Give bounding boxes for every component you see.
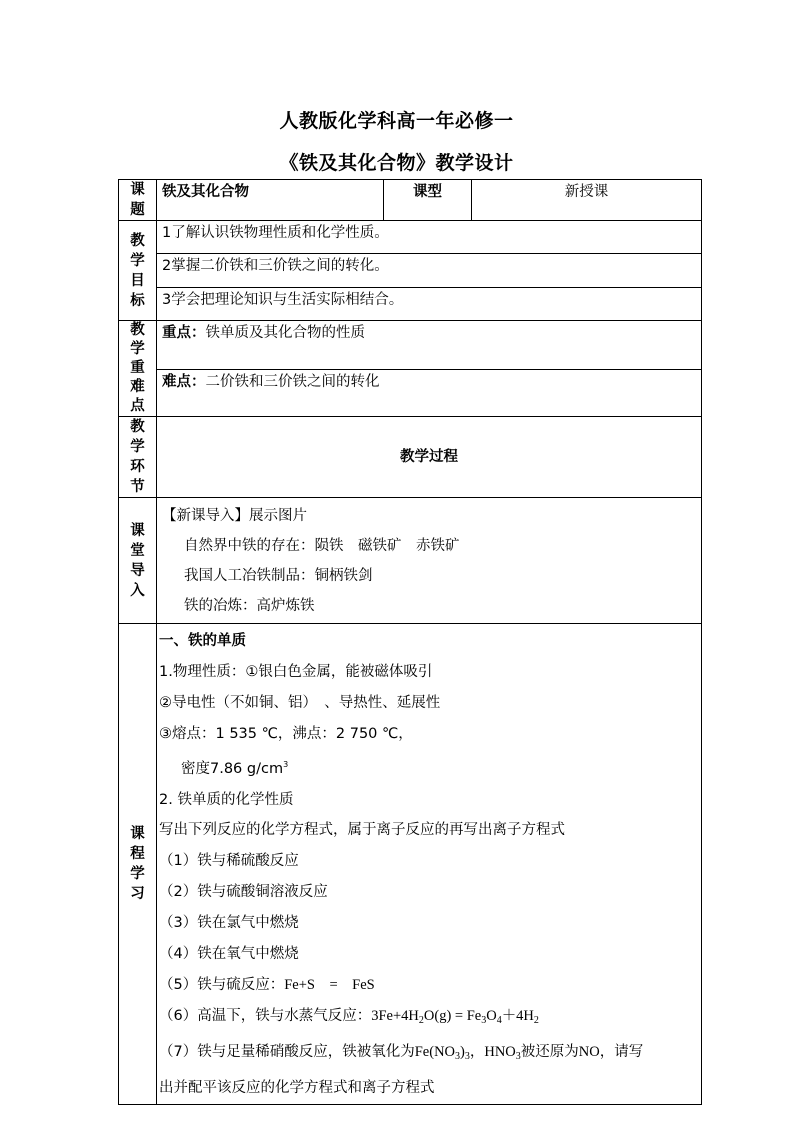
objectives-label-line2: 目标: [130, 272, 145, 309]
physical-property-line: ②导电性（不如铜、铝） 、导热性、延展性: [159, 694, 441, 711]
difficulty-row: [119, 369, 702, 416]
question-item: （4）铁在氧气中燃烧: [159, 946, 299, 963]
objective-row: [119, 288, 702, 321]
intro-row: [119, 498, 702, 624]
intro-line: 【新课导入】展示图片: [162, 508, 307, 524]
question-text: ，: [469, 1043, 485, 1060]
objective-item: 2掌握二价铁和三价铁之间的转化。: [157, 254, 702, 288]
intro-line: 铁的冶炼：高炉炼铁: [184, 598, 315, 614]
study-label-line2: 学习: [130, 865, 145, 902]
question-text: （7）铁与足量稀硝酸反应，铁被氧化为: [159, 1043, 415, 1060]
formula: HNO: [484, 1043, 516, 1060]
eq-subscript: 2: [418, 1014, 424, 1026]
process-heading: 教学过程: [157, 417, 702, 498]
lesson-plan-table: [118, 179, 702, 1105]
eq-part: ＋4H: [501, 1007, 534, 1024]
key-point-text: 铁单质及其化合物的性质: [205, 325, 365, 341]
difficulty-text: 二价铁和三价铁之间的转化: [205, 373, 380, 390]
question-item: （3）铁在氯气中燃烧: [159, 915, 299, 932]
key-point-row: [119, 321, 702, 370]
topic-row: [119, 180, 702, 221]
intro-label-line2: 导入: [130, 562, 145, 599]
difficulty-cell: [157, 369, 702, 416]
density-line: [159, 750, 699, 785]
question-text: （5）铁与硫反应：: [159, 976, 285, 993]
equation: Fe+S = FeS: [284, 976, 375, 993]
question-item: [159, 970, 699, 1001]
instruction-line: 写出下列反应的化学方程式，属于离子反应的再写出离子方程式: [159, 822, 565, 839]
stage-label: [119, 417, 157, 498]
eq-part: O(g) = Fe: [423, 1007, 482, 1024]
stage-label-line2: 环节: [130, 459, 145, 495]
eq-part: 3Fe+4H: [371, 1007, 419, 1024]
intro-label-line1: 课堂: [130, 522, 145, 559]
key-point-label: 重点：: [162, 325, 206, 341]
lesson-type-label: 课型: [384, 180, 472, 221]
intro-content: [157, 498, 702, 624]
key-label-line2: 重难: [130, 360, 145, 395]
objective-row: [119, 221, 702, 254]
objectives-label-line1: 教学: [130, 232, 145, 269]
document-title: 人教版化学科高一年必修一: [279, 110, 514, 132]
eq-subscript: 4: [496, 1014, 502, 1026]
section-title: 一、铁的单质: [159, 633, 246, 649]
question-item-continued: 出并配平该反应的化学方程式和离子方程式: [159, 1079, 435, 1096]
intro-line: 我国人工冶铁制品：铜柄铁剑: [184, 568, 373, 584]
physical-property-line: ③熔点：1 535 ℃，沸点：2 750 ℃，: [159, 725, 413, 742]
key-point-cell: [157, 321, 702, 370]
stage-row: [119, 417, 702, 498]
key-difficult-label: [119, 321, 157, 417]
study-label: [119, 624, 157, 1105]
eq-subscript: 3: [481, 1014, 487, 1026]
intro-label: [119, 498, 157, 624]
question-text: 被还原为: [520, 1043, 579, 1060]
key-label-line3: 点: [130, 398, 145, 414]
question-text: ，请写: [599, 1043, 644, 1060]
formula: ): [460, 1043, 465, 1060]
question-item: [159, 1001, 699, 1037]
key-label-line1: 教学: [130, 322, 145, 357]
question-text: （6）高温下，铁与水蒸气反应：: [159, 1007, 372, 1024]
formula-subscript: 3: [455, 1050, 461, 1062]
intro-line: 自然界中铁的存在：陨铁 磁铁矿 赤铁矿: [184, 538, 460, 554]
chemical-property-title: 2. 铁单质的化学性质: [159, 791, 294, 808]
formula: NO: [578, 1043, 600, 1060]
objective-item: 3学会把理论知识与生活实际相结合。: [157, 288, 702, 321]
question-item: （2）铁与硫酸铜溶液反应: [159, 884, 328, 901]
formula: Fe(NO: [414, 1043, 456, 1060]
eq-part: O: [486, 1007, 497, 1024]
formula-subscript: 3: [515, 1050, 521, 1062]
lesson-type-value: 新授课: [472, 180, 702, 221]
question-item: [159, 1037, 699, 1073]
objectives-label: [119, 221, 157, 321]
density-superscript: 3: [283, 759, 289, 769]
density-text: 密度7.86 g/cm: [181, 760, 284, 777]
study-label-line1: 课程: [130, 825, 145, 862]
study-content: [157, 624, 702, 1105]
objective-item: 1了解认识铁物理性质和化学性质。: [157, 221, 702, 254]
physical-property-line: 1.物理性质：①银白色金属，能被磁体吸引: [159, 663, 433, 680]
formula-subscript: 3: [464, 1050, 470, 1062]
document-subtitle: 《铁及其化合物》教学设计: [279, 152, 514, 174]
eq-subscript: 2: [533, 1014, 539, 1026]
stage-label-line1: 教学: [130, 419, 145, 455]
topic-value: 铁及其化合物: [157, 180, 384, 221]
objective-row: [119, 254, 702, 288]
study-row: [119, 624, 702, 1105]
difficulty-label: 难点：: [162, 373, 206, 390]
equation: [371, 1008, 539, 1024]
question-item: （1）铁与稀硫酸反应: [159, 853, 299, 870]
topic-label: 课题: [119, 180, 157, 221]
